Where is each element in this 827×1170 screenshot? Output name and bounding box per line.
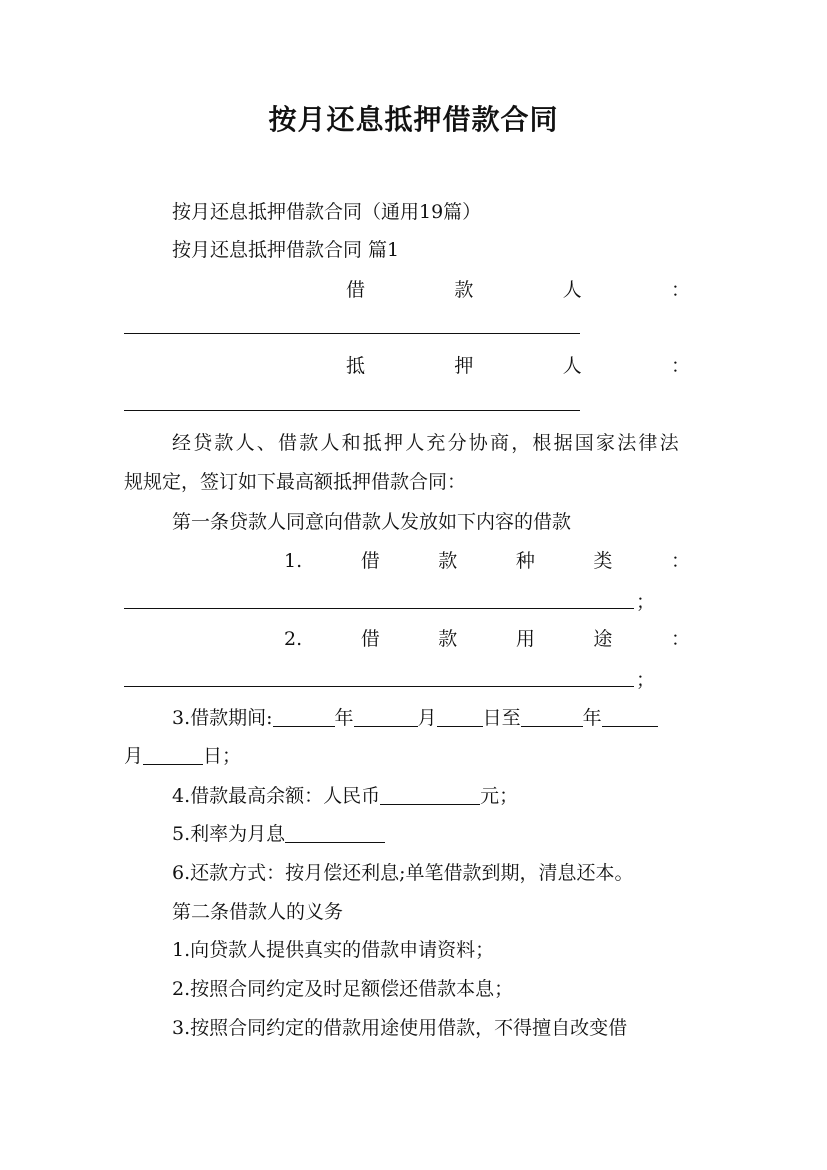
item-2-char: 用 — [515, 628, 535, 650]
document-subtitle: 按月还息抵押借款合同（通用19篇） — [172, 201, 482, 223]
mortgagor-char: 人 — [562, 355, 582, 377]
document-title: 按月还息抵押借款合同 — [268, 103, 559, 136]
day-to-label: 日至 — [482, 707, 521, 729]
item-2-blank — [124, 686, 634, 687]
item-3-line-1 — [172, 705, 658, 731]
borrower-blank — [124, 333, 580, 334]
item-2-char: 2. — [284, 628, 303, 650]
item-2-label — [284, 626, 690, 652]
mortgagor-char: 抵 — [346, 355, 366, 377]
item-1-blank — [124, 608, 634, 609]
item-4-prefix: 4.借款最高余额：人民币 — [172, 785, 381, 807]
mortgagor-label — [346, 353, 690, 379]
mortgagor-char: 押 — [454, 355, 474, 377]
borrower-char: 借 — [346, 279, 366, 301]
intro-line-2: 规规定，签订如下最高额抵押借款合同： — [124, 471, 467, 493]
item-3-prefix: 3.借款期间: — [172, 707, 273, 729]
month-blank — [354, 706, 418, 727]
item-2-char: 途 — [593, 628, 613, 650]
year-label: 年 — [582, 707, 602, 729]
item-4-suffix: 元； — [480, 785, 519, 807]
article-2-heading: 第二条借款人的义务 — [172, 901, 344, 923]
mortgagor-char: ： — [670, 355, 690, 377]
item-1-char: 类 — [593, 550, 613, 572]
item-2-char: ： — [670, 628, 690, 650]
item-5-prefix: 5.利率为月息 — [172, 823, 286, 845]
item-1-end: ； — [636, 591, 656, 613]
duty-1: 1.向贷款人提供真实的借款申请资料； — [172, 939, 495, 961]
intro-line-1: 经贷款人、借款人和抵押人充分协商，根据国家法律法 — [172, 432, 681, 454]
item-1-char: 1. — [284, 550, 303, 572]
year-blank — [521, 706, 583, 727]
month-label: 月 — [124, 745, 144, 767]
borrower-label — [346, 277, 690, 303]
item-6: 6.还款方式：按月偿还利息;单笔借款到期，清息还本。 — [172, 862, 634, 884]
item-4 — [172, 783, 518, 809]
item-2-char: 借 — [360, 628, 380, 650]
borrower-char: 款 — [454, 279, 474, 301]
rate-blank — [285, 822, 385, 843]
day-blank — [437, 706, 483, 727]
item-2-char: 款 — [438, 628, 458, 650]
amount-blank — [380, 784, 480, 805]
month-blank — [602, 706, 658, 727]
day-end-label: 日； — [203, 745, 242, 767]
day-blank — [143, 744, 203, 765]
item-2-end: ； — [636, 669, 656, 691]
item-1-char: 借 — [360, 550, 380, 572]
borrower-char: ： — [670, 279, 690, 301]
duty-3: 3.按照合同约定的借款用途使用借款，不得擅自改变借 — [172, 1017, 628, 1039]
item-5 — [172, 821, 385, 847]
item-1-char: 款 — [438, 550, 458, 572]
item-1-label — [284, 548, 690, 574]
month-label: 月 — [417, 707, 437, 729]
borrower-char: 人 — [562, 279, 582, 301]
year-label: 年 — [334, 707, 354, 729]
duty-2: 2.按照合同约定及时足额偿还借款本息； — [172, 978, 514, 1000]
mortgagor-blank — [124, 410, 580, 411]
year-blank — [273, 706, 335, 727]
item-1-char: ： — [670, 550, 690, 572]
section-title: 按月还息抵押借款合同 篇1 — [172, 239, 400, 261]
article-1-heading: 第一条贷款人同意向借款人发放如下内容的借款 — [172, 511, 572, 533]
item-1-char: 种 — [515, 550, 535, 572]
item-3-line-2 — [124, 743, 241, 769]
